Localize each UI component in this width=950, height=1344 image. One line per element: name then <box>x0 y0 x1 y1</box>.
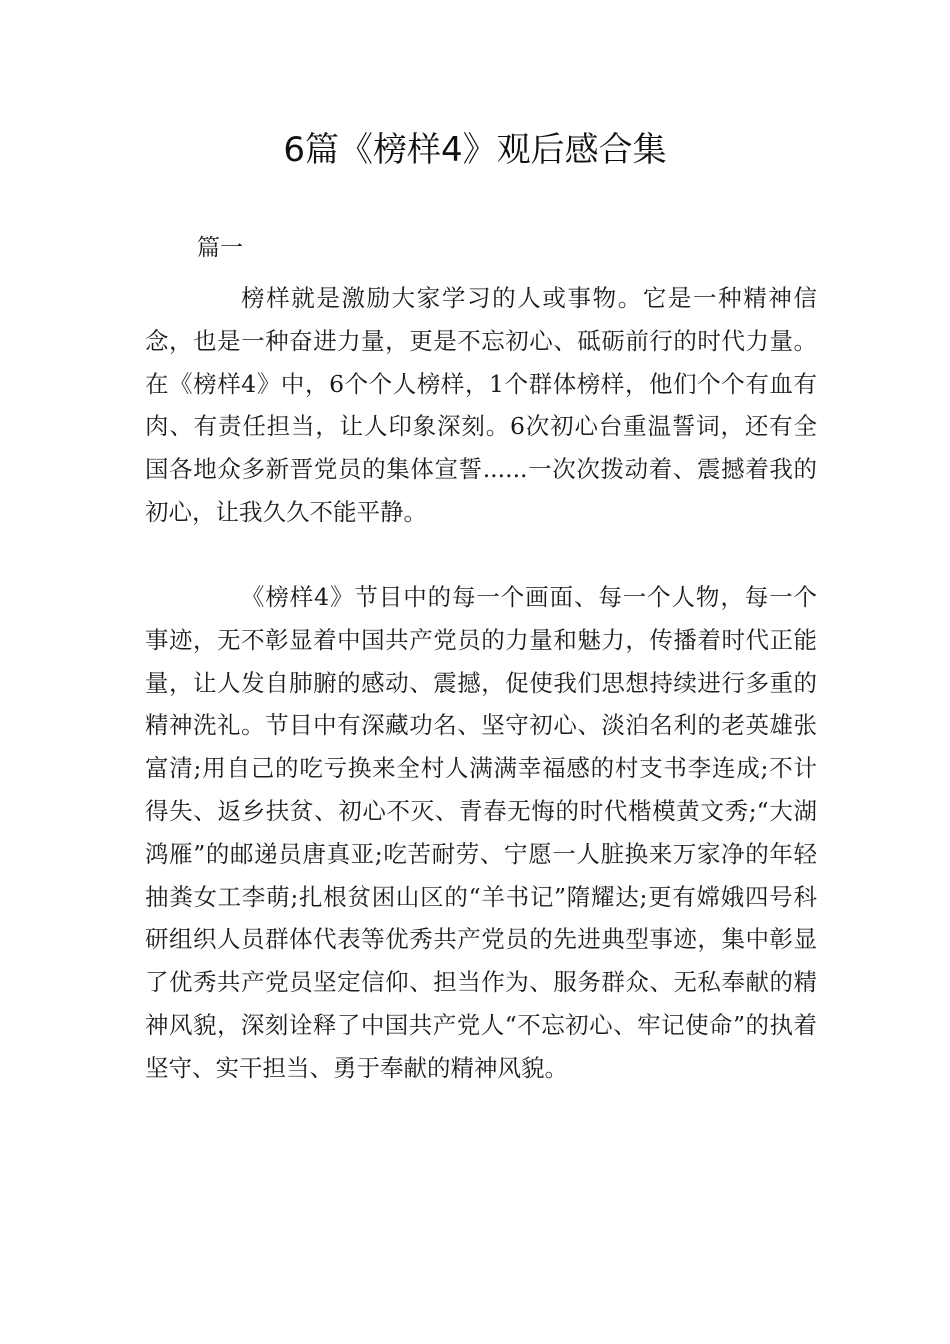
section-heading: 篇一 <box>197 235 243 261</box>
paragraph-block-2 <box>145 576 817 1090</box>
body-paragraph: 榜样就是激励大家学习的人或事物。它是一种精神信念，也是一种奋进力量，更是不忘初心、砥砺前行的时代力量。在《榜样4》中，6个个人榜样，1个群体榜样，他们个个有血有肉、有责任担当，让人印象深刻。6次初心台重温誓词，还有全国各地众多新晋党员的集体宣誓......一次次拨动着、震撼着我的初心，让我久久不能平静。 <box>145 284 817 526</box>
body-paragraph: 《榜样4》节目中的每一个画面、每一个人物，每一个事迹，无不彰显着中国共产党员的力量和魅力，传播着时代正能量，让人发自肺腑的感动、震撼，促使我们思想持续进行多重的精神洗礼。节目中有深藏功名、坚守初心、淡泊名利的老英雄张富清;用自己的吃亏换来全村人满满幸福感的村支书李连成;不计得失、返乡扶贫、初心不灭、青春无悔的时代楷模黄文秀;“大湖鸿雁”的邮递员唐真亚;吃苦耐劳、宁愿一人脏换来万家净的年轻抽粪女工李萌;扎根贫困山区的“羊书记”隋耀达;更有嫦娥四号科研组织人员群体代表等优秀共产党员的先进典型事迹，集中彰显了优秀共产党员坚定信仰、担当作为、服务群众、无私奉献的精神风貌，深刻诠释了中国共产党人“不忘初心、牢记使命”的执着坚守、实干担当、勇于奉献的精神风貌。 <box>145 583 817 1082</box>
document-title: 6篇《榜样4》观后感合集 <box>283 130 667 170</box>
paragraph-block-1 <box>145 277 817 534</box>
